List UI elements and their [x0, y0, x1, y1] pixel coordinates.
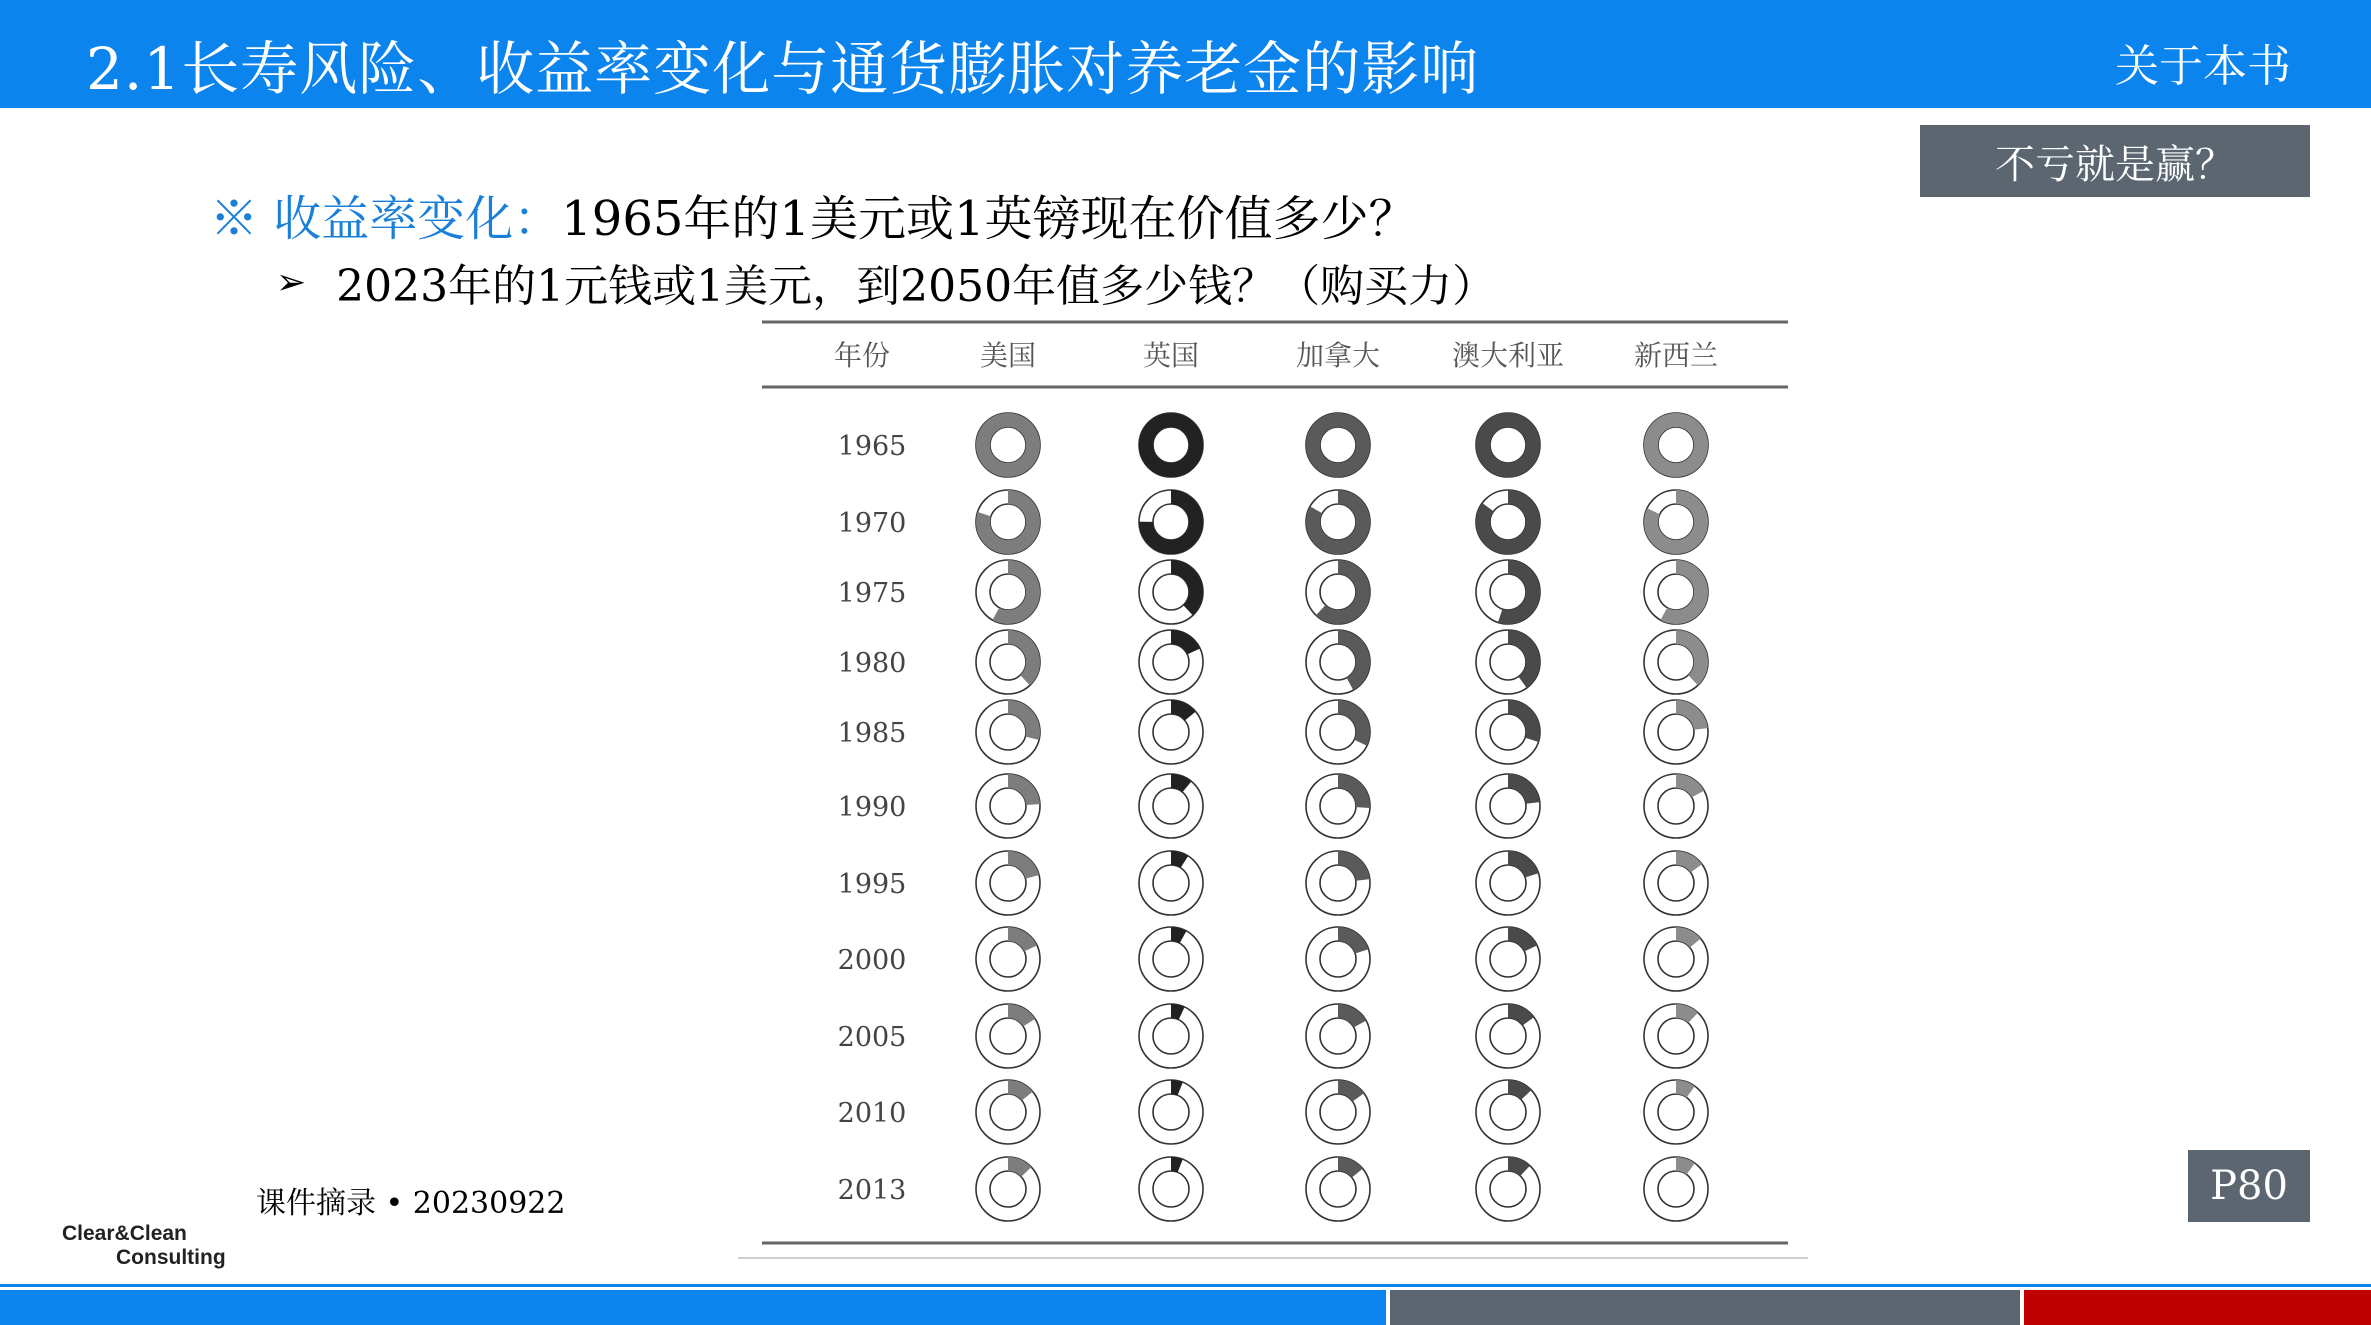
- subtitle-marker: ※ 收益率变化：: [210, 191, 562, 247]
- donut-inner-outline: [1320, 1171, 1356, 1207]
- donut-inner-outline: [1658, 714, 1694, 750]
- row-year-label: 1995: [837, 869, 907, 900]
- column-header: 美国: [979, 339, 1037, 372]
- row-year-label: 1990: [837, 792, 907, 823]
- donut-inner-outline: [1490, 1171, 1526, 1207]
- donut-inner-outline: [1153, 574, 1189, 610]
- donut-inner-outline: [1153, 504, 1189, 540]
- column-header: 新西兰: [1633, 339, 1719, 372]
- donut-inner-outline: [1658, 865, 1694, 901]
- logo-line2: Consulting: [116, 1246, 226, 1269]
- donut-inner-outline: [990, 941, 1026, 977]
- row-year-label: 1965: [837, 431, 907, 462]
- donut-inner-outline: [1153, 427, 1189, 463]
- donut-inner-outline: [990, 574, 1026, 610]
- row-year-label: 1975: [837, 578, 907, 609]
- row-year-label: 1985: [837, 718, 907, 749]
- donut-inner-outline: [1320, 427, 1356, 463]
- donut-inner-outline: [1658, 1171, 1694, 1207]
- donut-inner-outline: [1658, 941, 1694, 977]
- donut-inner-outline: [1153, 644, 1189, 680]
- tag-box: 不亏就是赢？: [1920, 125, 2310, 197]
- donut-inner-outline: [1490, 865, 1526, 901]
- donut-inner-outline: [1153, 1094, 1189, 1130]
- donut-inner-outline: [1153, 865, 1189, 901]
- donut-inner-outline: [990, 504, 1026, 540]
- donut-inner-outline: [990, 644, 1026, 680]
- column-header: 英国: [1142, 339, 1200, 372]
- donut-inner-outline: [1490, 644, 1526, 680]
- bullet-line: [276, 250, 1496, 314]
- donut-inner-outline: [990, 1094, 1026, 1130]
- donut-inner-outline: [1320, 644, 1356, 680]
- row-year-label: 2010: [837, 1098, 907, 1129]
- donut-inner-outline: [1320, 788, 1356, 824]
- donut-inner-outline: [1658, 574, 1694, 610]
- about-book-link[interactable]: 关于本书: [2115, 41, 2291, 92]
- footer-bar-red: [2024, 1290, 2371, 1325]
- donut-inner-outline: [990, 714, 1026, 750]
- row-year-label: 2013: [837, 1175, 907, 1206]
- donut-inner-outline: [1320, 1018, 1356, 1054]
- row-year-label: 2005: [837, 1022, 907, 1053]
- donut-inner-outline: [1490, 941, 1526, 977]
- donut-inner-outline: [1153, 788, 1189, 824]
- donut-inner-outline: [1320, 865, 1356, 901]
- logo-line1: Clear&Clean: [62, 1222, 187, 1245]
- donut-inner-outline: [1153, 941, 1189, 977]
- subtitle-question: 1965年的1美元或1英镑现在价值多少？: [561, 191, 1417, 247]
- donut-inner-outline: [1153, 714, 1189, 750]
- donut-inner-outline: [1320, 714, 1356, 750]
- donut-inner-outline: [1658, 644, 1694, 680]
- donut-inner-outline: [1658, 1094, 1694, 1130]
- page-title: 2.1长寿风险、收益率变化与通货膨胀对养老金的影响: [86, 35, 1480, 103]
- company-logo: [62, 1222, 232, 1270]
- donut-inner-outline: [1320, 1094, 1356, 1130]
- donut-inner-outline: [1490, 788, 1526, 824]
- purchasing-power-chart: [730, 310, 1820, 1265]
- donut-inner-outline: [1658, 427, 1694, 463]
- donut-inner-outline: [990, 1171, 1026, 1207]
- footer-bar-blue: [0, 1290, 1386, 1325]
- donut-inner-outline: [1490, 427, 1526, 463]
- donut-inner-outline: [1658, 788, 1694, 824]
- page-number: P80: [2188, 1150, 2310, 1222]
- donut-inner-outline: [1320, 941, 1356, 977]
- donut-inner-outline: [1490, 1094, 1526, 1130]
- column-header: 加拿大: [1295, 339, 1381, 372]
- subtitle-line: [210, 180, 1417, 249]
- row-year-label: 1980: [837, 648, 907, 679]
- donut-inner-outline: [990, 865, 1026, 901]
- donut-inner-outline: [990, 1018, 1026, 1054]
- row-year-label: 1970: [837, 508, 907, 539]
- donut-inner-outline: [1658, 1018, 1694, 1054]
- donut-inner-outline: [990, 427, 1026, 463]
- header-year-label: 年份: [833, 339, 891, 372]
- donut-inner-outline: [1320, 574, 1356, 610]
- donut-inner-outline: [1153, 1171, 1189, 1207]
- donut-inner-outline: [1490, 504, 1526, 540]
- donut-inner-outline: [1490, 574, 1526, 610]
- footer-bar-slate: [1390, 1290, 2020, 1325]
- donut-inner-outline: [990, 788, 1026, 824]
- row-year-label: 2000: [837, 945, 907, 976]
- bullet-text: 2023年的1元钱或1美元，到2050年值多少钱？（购买力）: [336, 261, 1497, 312]
- footer-line: [0, 1284, 2371, 1287]
- donut-inner-outline: [1153, 1018, 1189, 1054]
- donut-inner-outline: [1490, 1018, 1526, 1054]
- excerpt-note: 课件摘录 • 20230922: [256, 1186, 566, 1221]
- donut-inner-outline: [1490, 714, 1526, 750]
- column-header: 澳大利亚: [1451, 339, 1565, 372]
- donut-inner-outline: [1320, 504, 1356, 540]
- donut-inner-outline: [1658, 504, 1694, 540]
- arrow-bullet-icon: ➢: [276, 261, 307, 303]
